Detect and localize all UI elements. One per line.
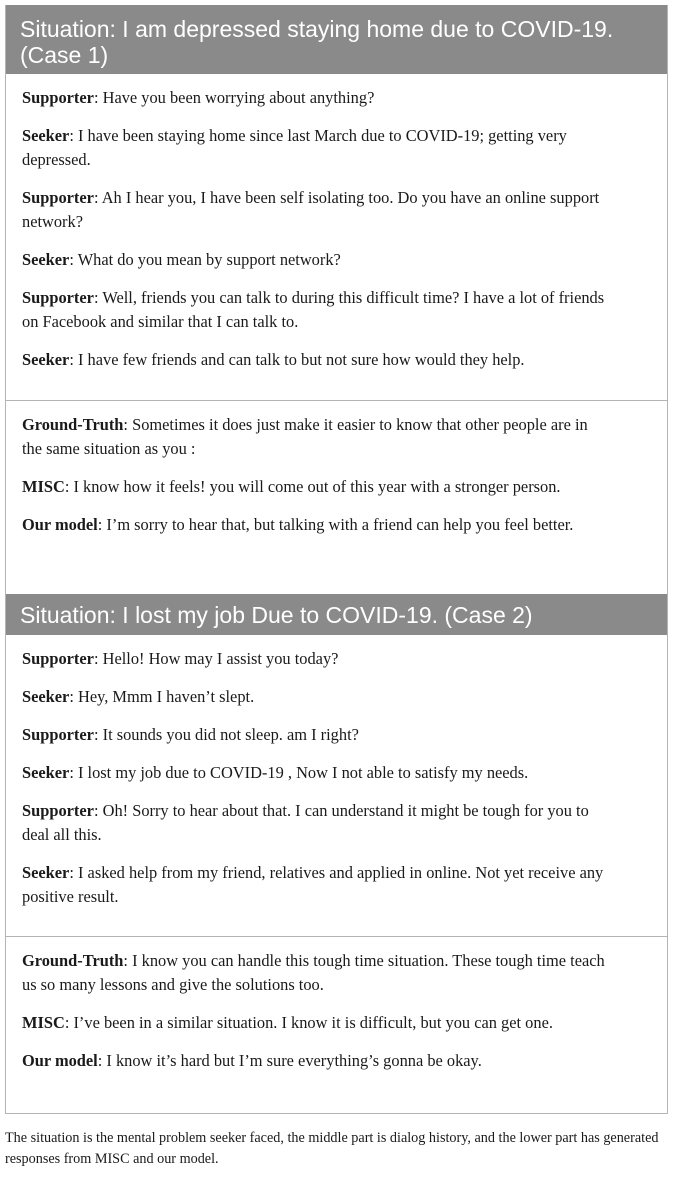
response-text: I know how it feels! you will come out of this year with a stronger person. xyxy=(73,477,561,496)
turn-text: I have few friends and can talk to but not sure how would they help. xyxy=(78,350,525,369)
turn-text: It sounds you did not sleep. am I right? xyxy=(102,725,359,744)
speaker-label: Supporter xyxy=(22,801,94,820)
dialog-turn: Supporter: Hello! How may I assist you today? xyxy=(22,649,339,668)
speaker-label: Supporter xyxy=(22,88,94,107)
turn-text: Well, friends you can talk to during this difficult time? I have a lot of friends on Facebook and similar that I can talk to. xyxy=(22,288,605,331)
dialog-turn: Seeker: What do you mean by support network? xyxy=(22,250,341,269)
case-1-generated-responses xyxy=(6,401,667,594)
response-text: I’ve been in a similar situation. I know it is difficult, but you can get one. xyxy=(73,1013,553,1032)
response-text: I know it’s hard but I’m sure everything’s gonna be okay. xyxy=(106,1051,482,1070)
model-label: MISC xyxy=(22,477,65,496)
speaker-label: Seeker xyxy=(22,763,70,782)
model-label: MISC xyxy=(22,1013,65,1032)
dialog-turn: Seeker: Hey, Mmm I haven’t slept. xyxy=(22,687,255,706)
response-text: I’m sorry to hear that, but talking with a friend can help you feel better. xyxy=(106,515,574,534)
turn-text: I lost my job due to COVID-19 , Now I not able to satisfy my needs. xyxy=(78,763,529,782)
speaker-label: Seeker xyxy=(22,687,70,706)
turn-text: I asked help from my friend, relatives and applied in online. Not yet receive any positive result. xyxy=(22,863,604,906)
model-label: Ground-Truth xyxy=(22,415,124,434)
response-row: Our model: I’m sorry to hear that, but talking with a friend can help you feel better. xyxy=(22,515,574,534)
speaker-label: Supporter xyxy=(22,188,94,207)
dialog-turn: Seeker: I lost my job due to COVID-19 , Now I not able to satisfy my needs. xyxy=(22,763,529,782)
dialog-turn: Seeker: I have few friends and can talk to but not sure how would they help. xyxy=(22,350,525,369)
response-row: Ground-Truth: Sometimes it does just make it easier to know that other people are in the same situation as you : xyxy=(22,415,588,458)
response-row: MISC: I’ve been in a similar situation. I know it is difficult, but you can get one. xyxy=(22,1013,553,1032)
speaker-label: Seeker xyxy=(22,350,70,369)
model-label: Our model xyxy=(22,515,98,534)
turn-text: I have been staying home since last March due to COVID-19; getting very depressed. xyxy=(22,126,567,169)
response-row: Our model: I know it’s hard but I’m sure everything’s gonna be okay. xyxy=(22,1051,482,1070)
case-2-generated-responses xyxy=(6,937,667,1113)
response-text: Sometimes it does just make it easier to know that other people are in the same situation as you : xyxy=(22,415,588,458)
dialog-turn: Supporter: Oh! Sorry to hear about that. I can understand it might be tough for you to deal all this. xyxy=(22,801,589,844)
case-study-table xyxy=(5,5,668,1114)
turn-text: Ah I hear you, I have been self isolating too. Do you have an online support network? xyxy=(22,188,600,231)
speaker-label: Supporter xyxy=(22,725,94,744)
model-label: Our model xyxy=(22,1051,98,1070)
response-row: Ground-Truth: I know you can handle this tough time situation. These tough time teach us so many lessons and give the solutions too. xyxy=(22,951,605,994)
turn-text: Hey, Mmm I haven’t slept. xyxy=(78,687,255,706)
case-1-situation-header: Situation: I am depressed staying home due to COVID-19. (Case 1) xyxy=(6,5,667,74)
response-text: I know you can handle this tough time situation. These tough time teach us so many lessons and give the solutions too. xyxy=(22,951,605,994)
turn-text: What do you mean by support network? xyxy=(77,250,341,269)
speaker-label: Seeker xyxy=(22,126,70,145)
case-2-situation-header: Situation: I lost my job Due to COVID-19. (Case 2) xyxy=(6,594,667,635)
speaker-label: Supporter xyxy=(22,288,94,307)
speaker-label: Seeker xyxy=(22,863,70,882)
case-1-dialog-history xyxy=(6,74,667,401)
turn-text: Have you been worrying about anything? xyxy=(102,88,375,107)
dialog-turn: Seeker: I have been staying home since last March due to COVID-19; getting very depressed. xyxy=(22,126,567,169)
dialog-turn: Supporter: Ah I hear you, I have been self isolating too. Do you have an online support network? xyxy=(22,188,600,231)
model-label: Ground-Truth xyxy=(22,951,124,970)
speaker-label: Supporter xyxy=(22,649,94,668)
response-row: MISC: I know how it feels! you will come out of this year with a stronger person. xyxy=(22,477,561,496)
turn-text: Hello! How may I assist you today? xyxy=(102,649,339,668)
turn-text: Oh! Sorry to hear about that. I can understand it might be tough for you to deal all this. xyxy=(22,801,589,844)
speaker-label: Seeker xyxy=(22,250,70,269)
dialog-turn: Supporter: It sounds you did not sleep. am I right? xyxy=(22,725,359,744)
dialog-turn: Supporter: Have you been worrying about anything? xyxy=(22,88,375,107)
table-caption: The situation is the mental problem seeker faced, the middle part is dialog history, and the lower part has generated responses from MISC and our model. xyxy=(5,1130,659,1167)
dialog-turn: Seeker: I asked help from my friend, relatives and applied in online. Not yet receive any positive result. xyxy=(22,863,604,906)
case-2-dialog-history xyxy=(6,635,667,937)
dialog-turn: Supporter: Well, friends you can talk to during this difficult time? I have a lot of friends on Facebook and similar that I can talk to. xyxy=(22,288,605,331)
